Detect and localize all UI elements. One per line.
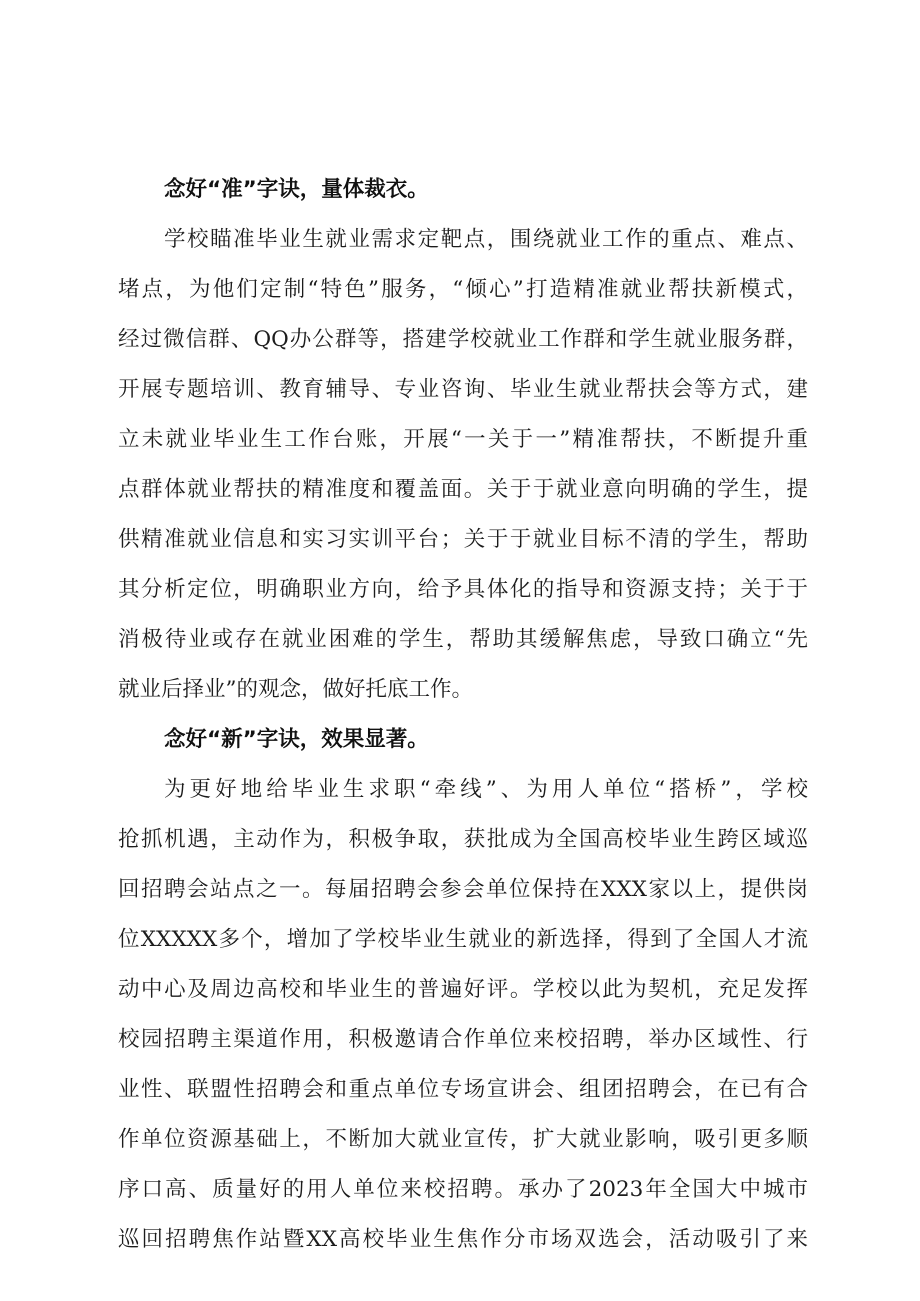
paragraph-line: 立未就业毕业生工作台账，开展“一关于一”精准帮扶，不断提升重 (118, 427, 808, 452)
paragraph-line: 其分析定位，明确职业方向，给予具体化的指导和资源支持；关于于 (118, 577, 808, 602)
paragraph-line: 消极待业或存在就业困难的学生，帮助其缓解焦虑，导致口确立“先 (118, 627, 808, 652)
paragraph-line: 动中心及周边高校和毕业生的普遍好评。学校以此为契机，充足发挥 (118, 977, 808, 1002)
paragraph-line: 堵点，为他们定制“特色”服务，“倾心”打造精准就业帮扶新模式， (118, 277, 808, 302)
paragraph-line: 学校瞄准毕业生就业需求定靶点，围绕就业工作的重点、难点、 (164, 227, 808, 252)
paragraph-line: 校园招聘主渠道作用，积极邀请合作单位来校招聘，举办区域性、行 (118, 1027, 808, 1052)
paragraph-line: 开展专题培训、教育辅导、专业咨询、毕业生就业帮扶会等方式，建 (118, 377, 808, 402)
paragraph-line: 巡回招聘焦作站暨XX高校毕业生焦作分市场双选会，活动吸引了来 (118, 1227, 808, 1252)
paragraph-line-last: 就业后择业”的观念，做好托底工作。 (118, 677, 473, 702)
paragraph-line: 点群体就业帮扶的精准度和覆盖面。关于于就业意向明确的学生，提 (118, 477, 808, 502)
section-heading-accuracy: 念好“准”字诀，量体裁衣。 (164, 177, 429, 202)
paragraph-line: 业性、联盟性招聘会和重点单位专场宣讲会、组团招聘会，在已有合 (118, 1077, 808, 1102)
paragraph-line: 位XXXXX多个，增加了学校毕业生就业的新选择，得到了全国人才流 (118, 927, 808, 952)
paragraph-line: 回招聘会站点之一。每届招聘会参会单位保持在XXX家以上，提供岗 (118, 877, 808, 902)
section-heading-innovation: 念好“新”字诀，效果显著。 (164, 727, 429, 752)
document-body (118, 165, 808, 1265)
paragraph-line: 供精准就业信息和实习实训平台；关于于就业目标不清的学生，帮助 (118, 527, 808, 552)
paragraph-line: 为更好地给毕业生求职“牵线”、为用人单位“搭桥”，学校 (164, 777, 808, 802)
paragraph-line: 序口高、质量好的用人单位来校招聘。承办了2023年全国大中城市 (118, 1177, 808, 1202)
paragraph-line: 作单位资源基础上，不断加大就业宣传，扩大就业影响，吸引更多顺 (118, 1127, 808, 1152)
paragraph-line: 抢抓机遇，主动作为，积极争取，获批成为全国高校毕业生跨区域巡 (118, 827, 808, 852)
paragraph-line: 经过微信群、QQ办公群等，搭建学校就业工作群和学生就业服务群， (118, 327, 808, 352)
